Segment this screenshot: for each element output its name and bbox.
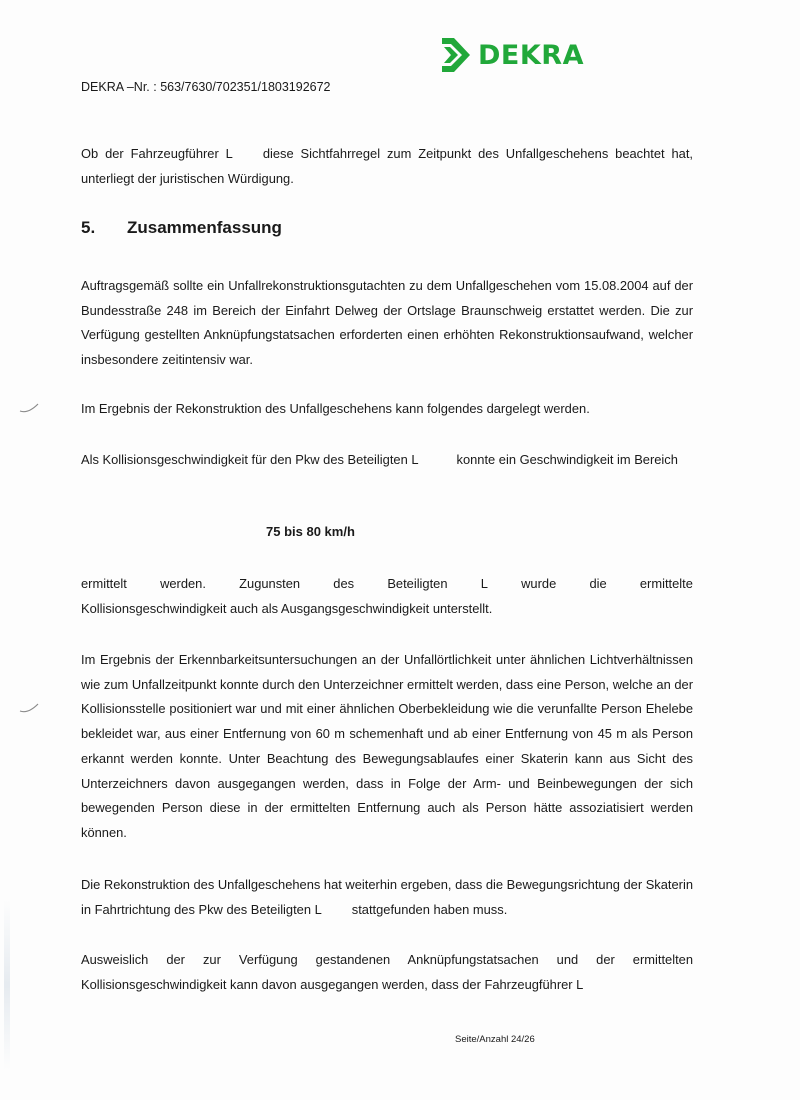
word: ermittelte <box>639 576 693 591</box>
paragraph-erkennbarkeit: Im Ergebnis der Erkennbarkeitsuntersuchungen an der Unfallörtlichkeit unter ähnlichen Lichtverhältnissen wie zum Unfallzeitpunkt konnte durch den Unterzeichner ermittelt werden, dass eine Person, welche an der Kollisionsstelle positioniert war und mit einer ähnlichen Oberbekleidung wie die verunfallte Person Ehelebe bekleidet war, aus einer Entfernung von 60 m schemenhaft und ab einer Entfernung von 45 m als Person erkannt werden konnte. Unter Beachtung des Bewegungsablaufes einer Skaterin kann aus Sicht des Unterzeichners davon ausgegangen werden, dass in Folge der Arm- und Beinbewegungen der sich bewegenden Person diese in der ermittelten Entfernung auch als Person hätte assoziatisiert werden können. <box>81 652 693 840</box>
logo-text: DEKRA <box>478 39 584 71</box>
paragraph-bewegungsrichtung <box>81 873 693 922</box>
paragraph-auftrag: Auftragsgemäß sollte ein Unfallrekonstruktionsgutachten zu dem Unfallgeschehen vom 15.08.2004 auf der Bundesstraße 248 im Bereich der Einfahrt Delweg der Ortslage Braunschweig erstattet werden. Die zur Verfügung gestellten Anknüpfungstatsachen erforderten einen erhöhten Rekonstruktionsaufwand, welcher insbesondere zeitintensiv war. <box>81 278 693 368</box>
paragraph-sichtfahrregel <box>81 142 693 191</box>
dekra-logo <box>440 36 584 74</box>
paragraph-ausweislich: Ausweislich der zur Verfügung gestandenen Anknüpfungstatsachen und der ermittelten Kollisionsgeschwindigkeit kann davon ausgegangen werden, dass der Fahrzeugführer L <box>81 952 693 992</box>
word: L <box>480 576 488 591</box>
word: werden. <box>160 576 206 591</box>
paragraph-ergebnis: Im Ergebnis der Rekonstruktion des Unfallgeschehens kann folgendes dargelegt werden. <box>81 401 590 416</box>
paragraph-text: Als Kollisionsgeschwindigkeit für den Pkw des Beteiligten L <box>81 452 419 467</box>
scan-edge-artifact <box>4 900 10 1070</box>
paragraph-text: Die Rekonstruktion des Unfallgeschehens hat weiterhin ergeben, dass die Bewegungsrichtung der Skaterin in Fahrtrichtung des Pkw des Beteiligten L <box>81 877 693 917</box>
paragraph-text: stattgefunden haben muss. <box>351 901 508 917</box>
word: wurde <box>521 576 557 591</box>
page-footer: Seite/Anzahl 24/26 <box>455 1034 535 1045</box>
section-heading <box>81 218 282 238</box>
word: Beteiligten <box>387 576 448 591</box>
paragraph-text: konnte ein Geschwindigkeit im Bereich <box>456 452 678 467</box>
dekra-arrow-icon <box>440 36 472 74</box>
section-number: 5. <box>81 218 96 237</box>
section-title: Zusammenfassung <box>127 218 282 237</box>
paragraph-text: Ob der Fahrzeugführer L <box>81 146 233 161</box>
word: Zugunsten <box>239 576 301 591</box>
margin-check-mark-icon <box>18 402 40 416</box>
margin-check-mark-icon <box>18 702 40 716</box>
word: ermittelt <box>81 576 127 591</box>
word: des <box>333 576 355 591</box>
paragraph-text: diese Sichtfahrregel zum Zeitpunkt des Unfallgeschehens beachtet hat, unterliegt der juristischen Würdigung. <box>81 146 694 186</box>
paragraph-kollisionsgeschwindigkeit <box>81 448 693 473</box>
justified-line <box>81 572 693 597</box>
paragraph-ausgangsgeschwindigkeit: Kollisionsgeschwindigkeit auch als Ausgangsgeschwindigkeit unterstellt. <box>81 601 493 616</box>
word: die <box>589 576 607 591</box>
speed-value: 75 bis 80 km/h <box>266 524 355 539</box>
reference-number: DEKRA –Nr. : 563/7630/702351/1803192672 <box>81 80 331 94</box>
